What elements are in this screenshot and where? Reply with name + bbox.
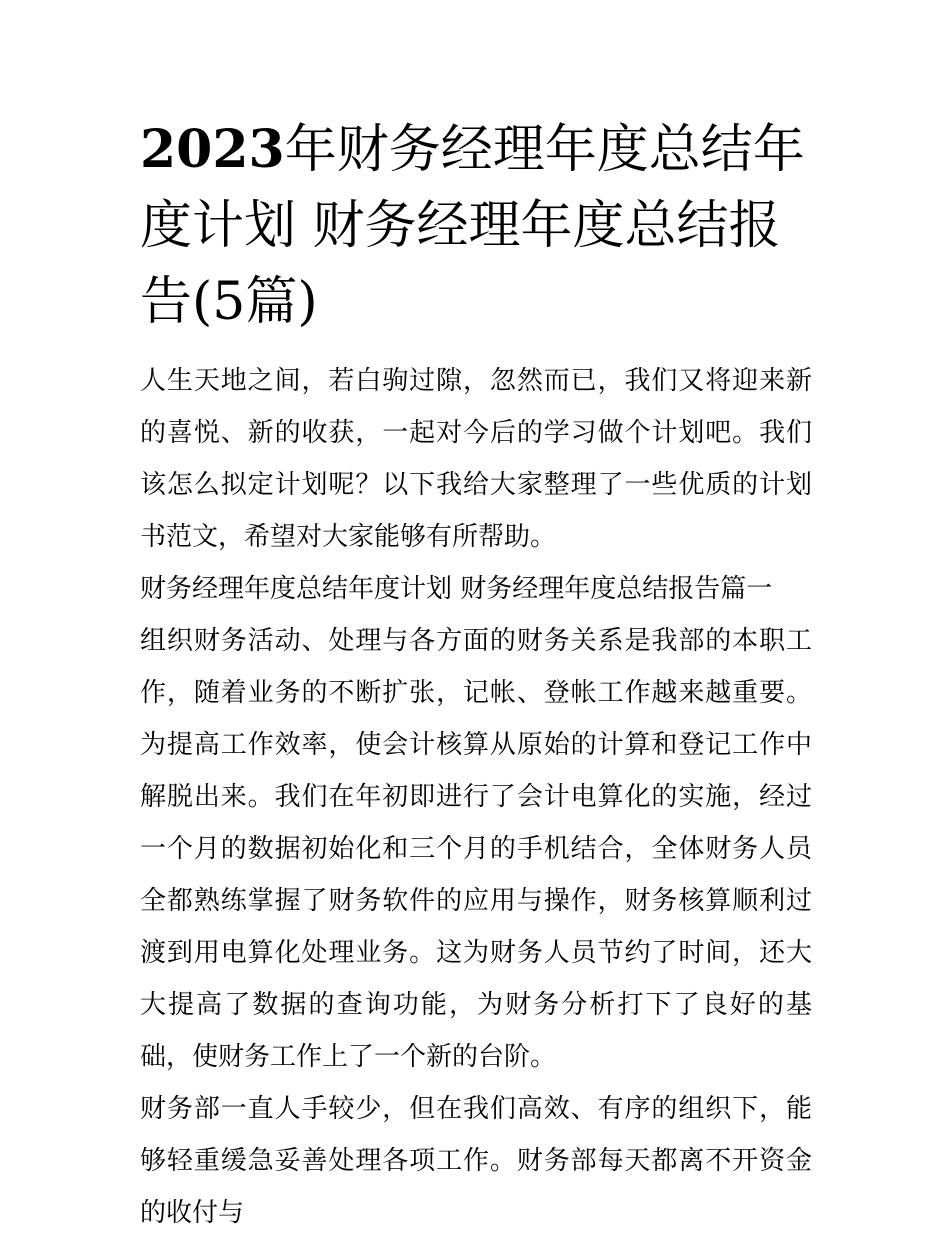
title-text: 年财务经理年度总结年度计划 财务经理年度总结报告(5篇) xyxy=(140,120,805,332)
document-title xyxy=(140,112,812,340)
body-paragraph: 组织财务活动、处理与各方面的财务关系是我部的本职工作，随着业务的不断扩张，记帐、登帐工作越来越重要。为提高工作效率，使会计核算从原始的计算和登记工作中解脱出来。我们在年初即进行了会计电算化的实施，经过一个月的数据初始化和三个月的手机结合，全体财务人员全都熟练掌握了财务软件的应用与操作，财务核算顺利过渡到用电算化处理业务。这为财务人员节约了时间，还大大提高了数据的查询功能，为财务分析打下了良好的基础，使财务工作上了一个新的台阶。 xyxy=(140,626,812,1072)
document-body xyxy=(140,355,812,1239)
section-heading: 财务经理年度总结年度计划 财务经理年度总结报告篇一 xyxy=(140,574,773,604)
title-year: 2023 xyxy=(140,119,285,180)
body-paragraph: 财务部一直人手较少，但在我们高效、有序的组织下，能够轻重缓急妥善处理各项工作。财务部每天都离不开资金的收付与 xyxy=(140,1094,812,1228)
intro-paragraph: 人生天地之间，若白驹过隙，忽然而已，我们又将迎来新的喜悦、新的收获，一起对今后的学习做个计划吧。我们该怎么拟定计划呢？以下我给大家整理了一些优质的计划书范文，希望对大家能够有所帮助。 xyxy=(140,366,812,552)
